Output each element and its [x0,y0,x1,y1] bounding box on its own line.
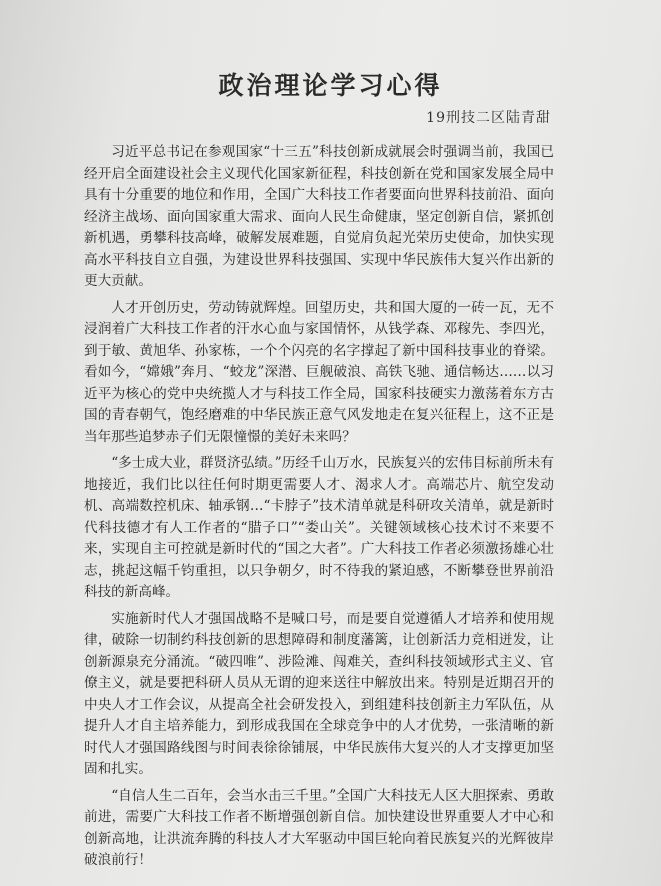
paragraph-2: 人才开创历史，劳动铸就辉煌。回望历史，共和国大厦的一砖一瓦，无不浸润着广大科技工作者的汗水心血与家国情怀，从钱学森、邓稼先、李四光，到于敏、黄旭华、孙家栋，一个个闪亮的名字撑起了新中国科技事业的脊梁。看如今，“嫦娥”奔月、“蛟龙”深潜、巨舰破浪、高铁飞驰、通信畅达……以习近平为核心的党中央统揽人才与科技工作全局，国家科技硬实力激荡着东方古国的青春朝气，饱经磨难的中华民族正意气风发地走在复兴征程上，这不正是当年那些追梦赤子们无限憧憬的美好未来吗？ [84,299,554,445]
paragraph-5: “自信人生二百年，会当水击三千里。”全国广大科技无人区大胆探索、勇敢前进，需要广大科技工作者不断增强创新自信。加快建设世界重要人才中心和创新高地，让洪流奔腾的科技人才大军驱动中国巨轮向着民族复兴的光辉彼岸破浪前行！ [84,787,554,868]
document-body [84,142,554,877]
paragraph-4: 实施新时代人才强国战略不是喊口号，而是要自觉遵循人才培养和使用规律，破除一切制约科技创新的思想障碍和制度藩篱，让创新活力竞相迸发，让创新源泉充分涌流。“破四唯”、涉险滩、闯难关，查纠科技领域形式主义、官僚主义，就是要把科研人员从无谓的迎来送往中解放出来。特别是近期召开的中央人才工作会议，从提高全社会研发投入，到组建科技创新主力军队伍，从提升人才自主培养能力，到形成我国在全球竞争中的人才优势，一张清晰的新时代人才强国路线图与时间表徐徐铺展，中华民族伟大复兴的人才支撑更加坚固和扎实。 [84,610,554,777]
paragraph-1: 习近平总书记在参观国家“十三五”科技创新成就展会时强调当前，我国已经开启全面建设社会主义现代化国家新征程，科技创新在党和国家发展全局中具有十分重要的地位和作用，全国广大科技工作者要面向世界科技前沿、面向经济主战场、面向国家重大需求、面向人民生命健康，坚定创新自信，紧抓创新机遇，勇攀科技高峰，破解发展难题，自觉肩负起光荣历史使命，加快实现高水平科技自立自强，为建设世界科技强国、实现中华民族伟大复兴作出新的更大贡献。 [84,144,554,289]
author-byline: 19刑技二区陆青甜 [426,110,551,126]
paragraph-3: “多士成大业，群贤济弘绩。”历经千山万水，民族复兴的宏伟目标前所未有地接近，我们比以往任何时期更需要人才、渴求人才。高端芯片、航空发动机、高端数控机床、轴承钢…“卡脖子”技术清单就是科研攻关清单，就是新时代科技德才有人工作者的“腊子口”“娄山关”。关键领域核心技术讨不来要不来，实现自主可控就是新时代的“国之大者”。广大科技工作者必须激扬雄心壮志，挑起这幅千钧重担，以只争朝夕，时不待我的紧迫感，不断攀登世界前沿科技的新高峰。 [84,455,554,600]
document-title: 政治理论学习心得 [218,71,443,100]
